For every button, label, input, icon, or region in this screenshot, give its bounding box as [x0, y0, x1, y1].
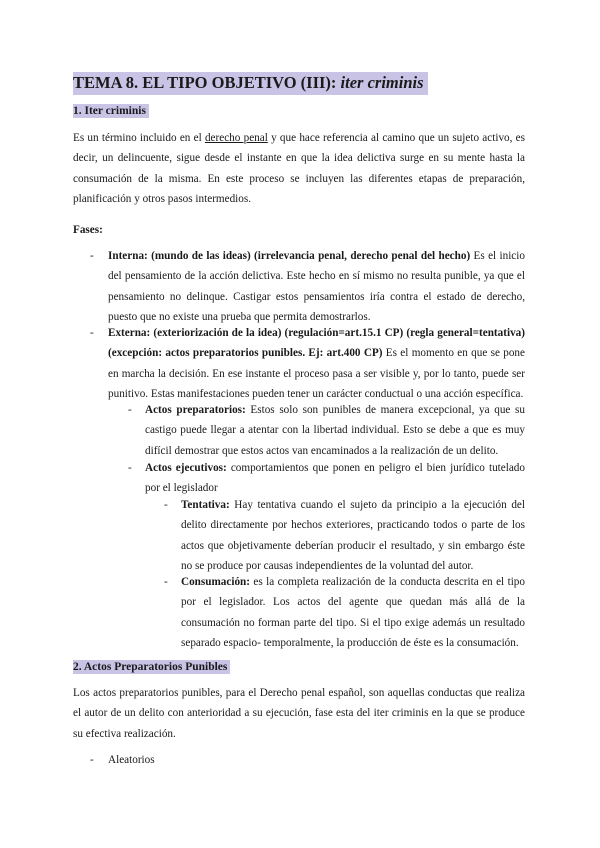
- list-item-actos-ejecutivos: Actos ejecutivos: comportamientos que ponen en peligro el bien jurídico tutelado por el legislador: [145, 462, 525, 495]
- derecho-penal-link[interactable]: derecho penal: [204, 132, 268, 144]
- dash-bullet: -: [128, 462, 132, 474]
- page-title: [73, 72, 428, 95]
- dash-bullet: -: [164, 499, 168, 511]
- section-heading-actos-preparatorios: 2. Actos Preparatorios Punibles: [73, 660, 230, 674]
- title-main: TEMA 8. EL TIPO OBJETIVO (III):: [73, 73, 341, 92]
- dash-bullet: -: [90, 250, 94, 262]
- section2-paragraph: Los actos preparatorios punibles, para el Derecho penal español, son aquellas conductas que realiza el autor de un delito con anterioridad a su ejecución, fase esta del iter criminis en la que se produce su efectiva realización.: [73, 687, 525, 740]
- dash-bullet: -: [128, 404, 132, 416]
- intro-paragraph: Es un término incluido en el derecho penal y que hace referencia al camino que un sujeto activo, es decir, un delincuente, sigue desde el instante en que la idea delictiva surge en su mente hasta la consumación de la misma. En este proceso se incluyen las diferentes etapas de preparación, planificación y otros pasos intermedios.: [73, 132, 525, 206]
- fases-label: Fases:: [73, 224, 103, 236]
- dash-bullet: -: [90, 327, 94, 339]
- title-italic: iter criminis: [340, 73, 424, 92]
- section-heading-iter-criminis: 1. Iter criminis: [73, 104, 149, 118]
- list-item-externa: Externa: (exteriorización de la idea) (regulación=art.15.1 CP) (regla general=tentativa) (excepción: actos preparatorios punibles. Ej: art.400 CP) Es el momento en que se pone en marcha la decisión. En ese instante el proceso pasa a ser visible y, por lo tanto, puede ser punitivo. Estas manifestaciones pueden tener un carácter conductual o una acción específica.: [108, 327, 525, 401]
- dash-bullet: -: [90, 754, 94, 766]
- list-item-interna: Interna: (mundo de las ideas) (irrelevancia penal, derecho penal del hecho) Es el inicio del pensamiento de la acción delictiva. Este hecho en sí mismo no resulta punible, ya que el pensamiento no delinque. Castigar estos pensamientos iría contra el estado de derecho, puesto que no existe una prueba que permita demostrarlos.: [108, 250, 525, 324]
- dash-bullet: -: [164, 576, 168, 588]
- list-item-aleatorios: Aleatorios: [108, 754, 155, 766]
- list-item-tentativa: Tentativa: Hay tentativa cuando el sujeto da principio a la ejecución del delito directamente por hechos exteriores, practicando todos o parte de los actos que objetivamente deberían producir el resultado, y sin embargo éste no se produce por causas independientes de la voluntad del autor.: [181, 499, 525, 573]
- list-item-consumacion: Consumación: es la completa realización de la conducta descrita en el tipo por el legislador. Los actos del agente que quedan más allá de la consumación no forman parte del tipo. Si el tipo exige además un resultado separado espacio- temporalmente, la producción de éste es la consumación.: [181, 576, 525, 650]
- list-item-actos-preparatorios: Actos preparatorios: Estos solo son punibles de manera excepcional, ya que su castigo puede llegar a atentar con la libertad individual. Esto se debe a que es muy difícil demostrar que estos actos van encaminados a la realización de un delito.: [145, 404, 525, 457]
